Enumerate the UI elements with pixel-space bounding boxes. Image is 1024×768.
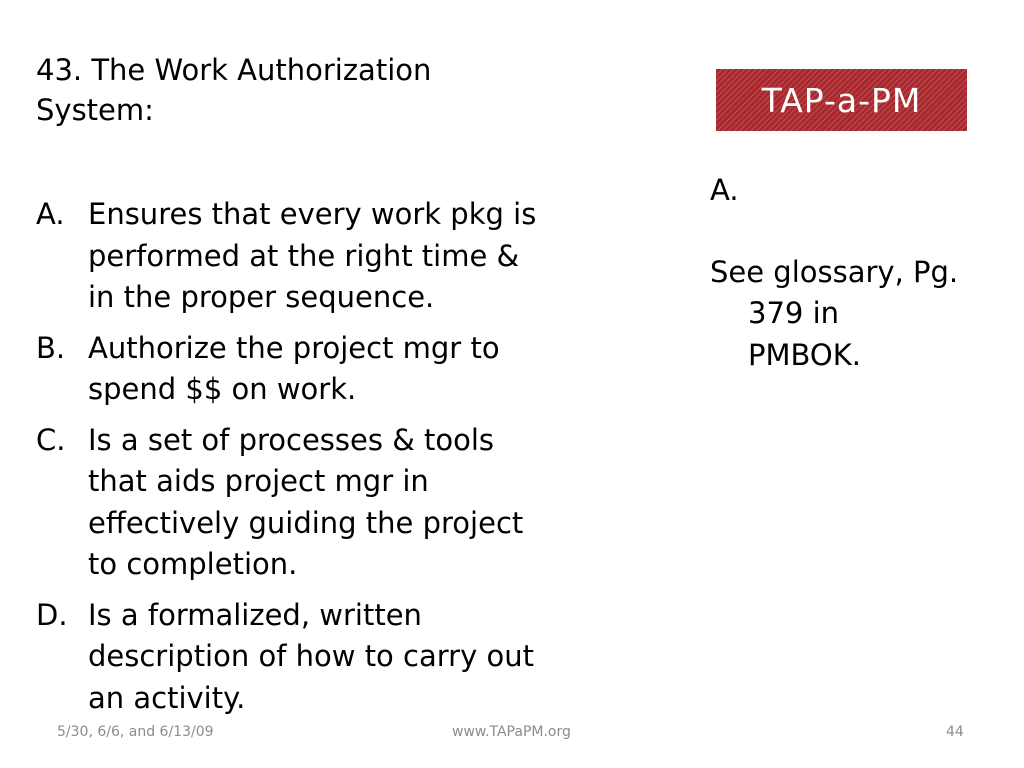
answer-letter: A. [710, 173, 739, 207]
option-c [36, 420, 546, 586]
option-text: Authorize the project mgr to spend $$ on work. [88, 330, 500, 406]
answer-panel [710, 170, 960, 376]
option-text: Is a set of processes & tools that aids project mgr in effectively guiding the project to completion. [88, 422, 524, 581]
question-title: 43. The Work Authorization System: [36, 53, 432, 127]
footer-date: 5/30, 6/6, and 6/13/09 [57, 724, 214, 740]
option-text: Ensures that every work pkg is performed at the right time & in the proper sequence. [88, 197, 537, 314]
option-text: Is a formalized, written description of how to carry out an activity. [88, 597, 534, 715]
option-b [36, 328, 546, 411]
tap-a-pm-logo [716, 69, 967, 131]
logo-text: TAP-a-PM [761, 80, 922, 120]
answer-options-list [36, 194, 546, 728]
footer-url: www.TAPaPM.org [452, 724, 571, 740]
option-a [36, 194, 546, 319]
option-letter: D. [36, 597, 68, 632]
option-letter: C. [36, 422, 66, 457]
page-number: 44 [946, 724, 964, 740]
option-letter: A. [36, 197, 65, 231]
answer-note: See glossary, Pg. 379 in PMBOK. [710, 254, 959, 372]
option-d [36, 595, 546, 720]
option-letter: B. [36, 330, 66, 365]
